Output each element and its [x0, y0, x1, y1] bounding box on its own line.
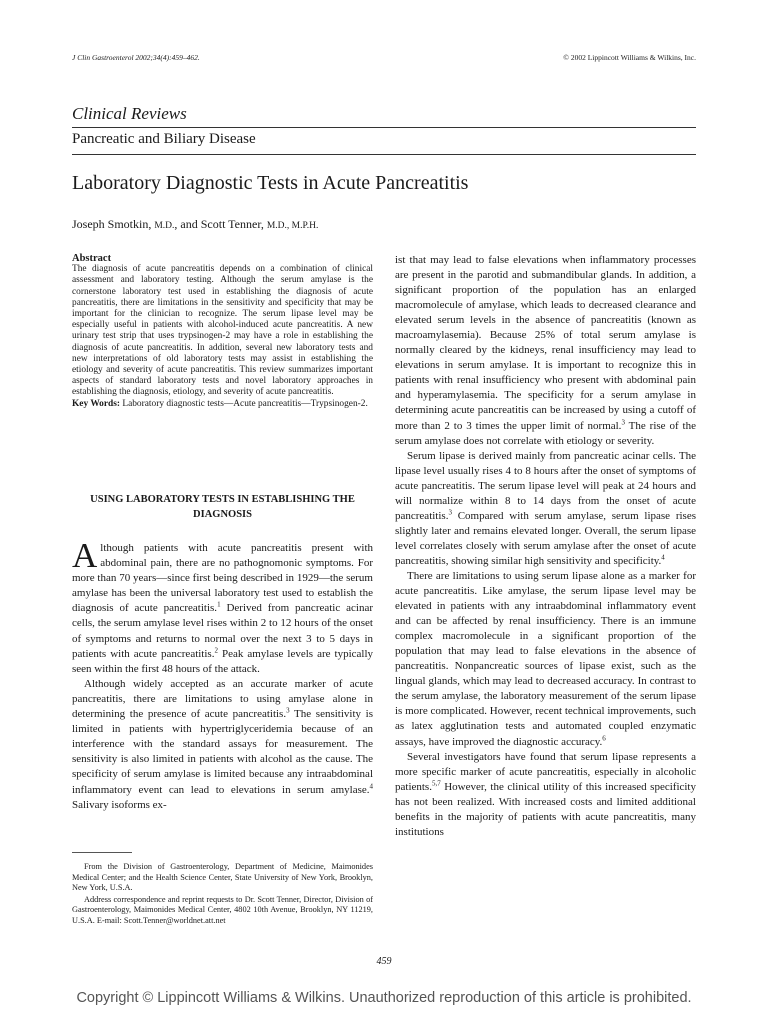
author-1: Joseph Smotkin, [72, 217, 155, 231]
section-label: Clinical Reviews [72, 104, 187, 123]
left-column-body [72, 536, 373, 813]
paragraph [72, 677, 373, 813]
copyright-banner: Copyright © Lippincott Williams & Wilkins. Unauthorized reproduction of this article is prohibited. [76, 990, 692, 1006]
author-2: , and Scott Tenner, [174, 217, 267, 231]
abstract-heading: Abstract [72, 253, 112, 264]
drop-cap: A [72, 536, 98, 575]
text-run: Derived from pancreatic acinar cells, the serum amylase level rises within 2 to 12 hours of the onset of symptoms and returns to normal over the next 3 to 5 days in patients with acute pancreatitis. [72, 602, 373, 660]
journal-citation: 2002;34(4):459–462. [133, 53, 200, 62]
text-run: The rise of the serum amylase does not correlate with etiology or severity. [395, 419, 696, 447]
footnote-rule [72, 852, 132, 853]
ref-link[interactable]: 4 [369, 781, 373, 790]
footnotes [72, 862, 373, 927]
text-run: Compared with serum amylase, serum lipase rises slightly later and remains elevated longer. Overall, the serum lipase level correlates closely with serum amylase after the onset of acute pancreatitis, showing similar high sensitivity and specificity. [395, 509, 696, 567]
author-1-degree: M.D. [154, 221, 175, 231]
ref-link[interactable]: 3 [448, 508, 452, 517]
ref-link[interactable]: 6 [602, 733, 606, 742]
running-header-citation [72, 53, 200, 62]
text-run: There are limitations to using serum lipase alone as a marker for acute pancreatitis. Like amylase, the serum lipase level may be elevated in patients with any intraabdominal inflammatory event and can be affected by renal insufficiency. There is an immune complex macromolecule in a significant proportion of the population that may lead to false elevations in the absence of pancreatitis. Nonpancreatic sources of lipase exist, such as the lingual glands, which may lead to decreased accuracy. In contrast to the serum amylase, the laboratory measurement of the serum lipase is more complicated. However, recent technical improvements, such as latex agglutination tests and automated coupled enzymatic assays, have improved the diagnostic accuracy. [395, 569, 696, 748]
author-line [72, 217, 318, 232]
author-2-degree: M.D., M.P.H. [266, 221, 319, 231]
section-heading: USING LABORATORY TESTS IN ESTABLISHING THE DIAGNOSIS [90, 494, 355, 520]
ref-link[interactable]: 3 [621, 417, 625, 426]
affiliation-note: From the Division of Gastroenterology, Department of Medicine, Maimonides Medical Center; and the Health Science Center, State University of New York, Brooklyn, New York, U.S.A. [72, 862, 373, 892]
text-run: lthough patients with acute pancreatitis present with abdominal pain, there are no pathognomonic symptoms. For more than 70 years—since first being described in 1929—the serum amylase has been the universal laboratory test used to establish the diagnosis of acute pancreatitis. [72, 542, 373, 615]
text-run: Several investigators have found that serum lipase represents a more specific marker of acute pancreatitis, especially in alcoholic patients. [395, 750, 696, 793]
right-column-body [395, 253, 696, 840]
section-rule [72, 127, 696, 128]
paragraph [395, 253, 696, 449]
ref-link[interactable]: 3 [286, 706, 290, 715]
subsection-rule [72, 154, 696, 155]
text-run: Peak amylase levels are typically seen within the first 48 hours of the attack. [72, 647, 373, 675]
text-run: Salivary isoforms ex- [72, 798, 167, 811]
ref-link[interactable]: 1 [217, 600, 221, 609]
article-title: Laboratory Diagnostic Tests in Acute Pancreatitis [72, 172, 469, 194]
page-number: 459 [376, 956, 392, 967]
ref-link[interactable]: 5,7 [431, 778, 441, 787]
running-header-copyright: © 2002 Lippincott Williams & Wilkins, Inc. [563, 53, 696, 62]
correspondence-note: Address correspondence and reprint requests to Dr. Scott Tenner, Director, Division of Gastroenterology, Maimonides Medical Center, 4802 10th Avenue, Brooklyn, NY 11219, U.S.A. E-mail: Scott.Tenner@worldnet.att.net [72, 894, 373, 925]
ref-link[interactable]: 2 [214, 646, 218, 654]
ref-link[interactable]: 4 [661, 553, 665, 562]
abstract-body: The diagnosis of acute pancreatitis depends on a combination of clinical assessment and laboratory testing. Although the serum amylase is the cornerstone laboratory test used in establishing the diagnosis of acute pancreatitis, there are limitations in the sensitivity and specificity that may be important for the clinician to recognize. The serum lipase level may be especially useful in patients with alcohol-induced acute pancreatitis. A new urinary test strip that uses trypsinogen-2 may have a role in establishing the diagnosis of acute pancreatitis. In addition, several new laboratory tests and new interpretations of old laboratory tests may assist in establishing the etiology and severity of acute pancreatitis. This review summarizes important aspects of standard laboratory tests and novel laboratory approaches in establishing the diagnosis, etiology, and severity of acute pancreatitis. [72, 264, 373, 398]
keywords-label: Key Words: [72, 398, 121, 409]
paragraph [395, 449, 696, 569]
paragraph [72, 536, 373, 677]
subsection-label: Pancreatic and Biliary Disease [72, 131, 256, 147]
abstract [72, 253, 373, 410]
text-run: However, the clinical utility of this increased specificity has not been realized. With increased costs and limited additional benefits in the majority of patients with acute pancreatitis, many institutions [395, 780, 696, 838]
keywords: Laboratory diagnostic tests—Acute pancreatitis—Trypsinogen-2. [120, 398, 368, 409]
text-run: The sensitivity is limited in patients with hypertriglyceridemia because of an interference with the standard assays for measurement. The sensitivity is also limited in patients with alcohol as the cause. The specificity of serum amylase is limited because any intraabdominal inflammatory event can lead to elevations in serum amylase. [72, 708, 373, 796]
text-run: ist that may lead to false elevations when inflammatory processes are present in the parotid and submandibular glands. In addition, a significant proportion of the population has an enlarged macromolecule of amylase, which leads to decreased clearance and elevated serum levels in the absence of pancreatitis (known as macroamylasemia). Because 25% of total serum amylase is normally cleared by the kidneys, renal insufficiency may lead to elevations in serum amylase. It is important to recognize this in patients with renal insufficiency who present with abdominal pain and hyperamylasemia. The specificity for a serum amylase in determining acute pancreatitis can be increased by using a cutoff of more than 2 to 3 times the upper limit of normal. [395, 254, 696, 432]
abstract-text [72, 264, 373, 410]
paragraph [395, 569, 696, 750]
text-run: Although widely accepted as an accurate marker of acute pancreatitis, there are limitations to using amylase alone in determining the presence of acute pancreatitis. [72, 677, 373, 721]
paragraph [395, 750, 696, 840]
text-run: Serum lipase is derived mainly from pancreatic acinar cells. The lipase level usually rises 4 to 8 hours after the onset of symptoms of acute pancreatitis. The serum lipase level will peak at 24 hours and will normalize within 8 to 14 days from the onset of acute pancreatitis. [395, 449, 696, 522]
journal-name: J Clin Gastroenterol [72, 53, 134, 62]
